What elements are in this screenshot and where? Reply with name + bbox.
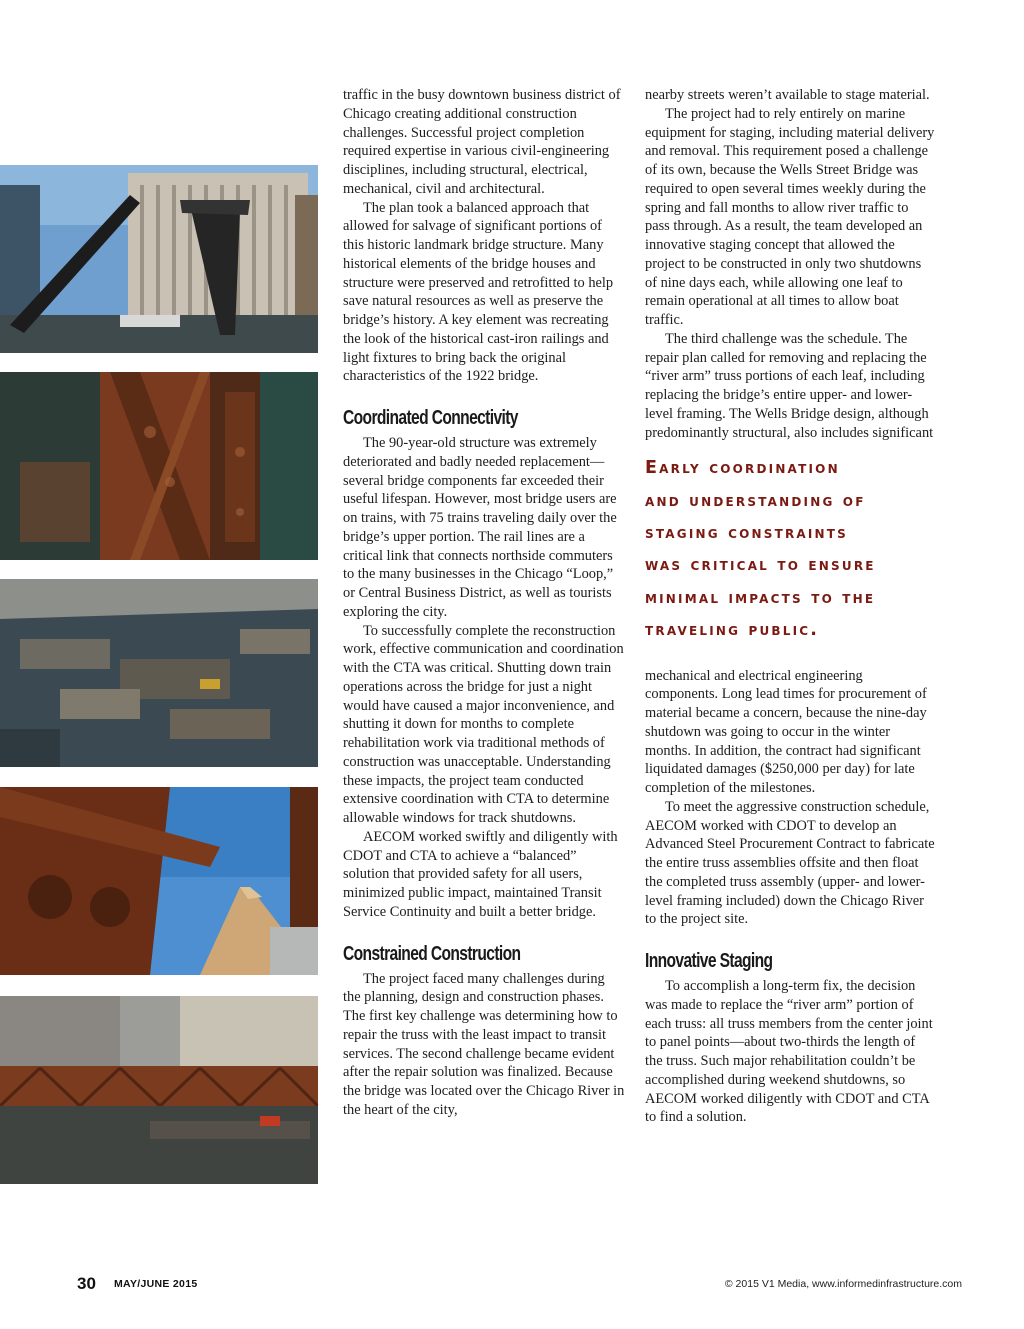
paragraph-marine: The project had to rely entirely on marine equipment for staging, including material delivery and removal. This requirement posed a challenge of its own, because the Wells Street Bridge was required to open several times weekly during the spring and fall months to allow river traffic to pass through. As a result, the team developed an innovative staging concept that allowed the project to be constructed in only two shutdowns of nine days each, while allowing one leaf to remain operational at all times to allow boat traffic. xyxy=(645,105,935,328)
pull-quote-line: was critical to ensure xyxy=(645,555,876,576)
pull-quote-line: and understanding of xyxy=(645,490,866,511)
article-column-2 xyxy=(645,86,935,1127)
paragraph-connectivity-3: AECOM worked swiftly and diligently with CDOT and CTA to achieve a “balanced” solution that provided safety for all users, minimized public impact, maintained Transit Service Continuity and built a better bridge. xyxy=(343,828,618,920)
photo-bridge-walkway xyxy=(0,787,318,975)
paragraph-plan: The plan took a balanced approach that allowed for salvage of significant portions of this historic landmark bridge structure. Many historical elements of the bridge houses and structure were preserved and retrofitted to help save natural resources as well as preserve the bridge’s history. A key element was recreating the look of the historical cast-iron railings and light fixtures to bring back the original characteristics of the 1922 bridge. xyxy=(343,199,614,385)
photo-river-barges-aerial xyxy=(0,579,318,767)
heading-innovative-staging: Innovative Staging xyxy=(645,950,773,973)
photo-rusted-truss-detail xyxy=(0,372,318,560)
paragraph-connectivity-1: The 90-year-old structure was extremely deteriorated and badly needed replacement—several bridge components far exceeded their useful lifespan. However, most bridge users are on trains, with 75 trains traveling daily over the bridge’s upper portion. The rail lines are a critical link that connects northside commuters to the many businesses in the Chicago “Loop,” or Central Business District, as well as tourists exploring the city. xyxy=(343,435,617,620)
paragraph-intro: traffic in the busy downtown business district of Chicago creating additional construction challenges. Successful project completion required expertise in various civil-engineering disciplines, including structural, electrical, mechanical, civil and architectural. xyxy=(343,87,621,197)
page-number: 30 xyxy=(77,1274,96,1293)
photo-elevated-train-bridge xyxy=(0,996,318,1184)
copyright-credit: © 2015 V1 Media, www.informedinfrastructure.com xyxy=(724,1278,962,1290)
paragraph-streets: nearby streets weren’t available to stage material. xyxy=(645,87,930,103)
heading-coordinated-connectivity: Coordinated Connectivity xyxy=(343,407,518,429)
paragraph-schedule: The third challenge was the schedule. The repair plan called for removing and replacing the “river arm” truss portions of each leaf, including replacing the bridge’s entire upper- and lower-level framing. The Wells Bridge design, although predominantly structural, also includes significant xyxy=(645,330,934,441)
pull-quote-line: minimal impacts to the xyxy=(645,587,876,608)
paragraph-staging: To accomplish a long-term fix, the decision was made to replace the “river arm” portion of each truss: all truss members from the center joint to panel points—about two-thirds the length of the truss. Such major rehabilitation couldn’t be accomplished during weekend shutdowns, so AECOM worked diligently with CDOT and CTA to find a solution. xyxy=(645,978,933,1126)
paragraph-mechanical: mechanical and electrical engineering components. Long lead times for procurement of material became a concern, because the nine-day shutdown was going to occur in the winter months. In addition, the contract had significant liquidated damages ($250,000 per day) for late completion of the milestones. xyxy=(645,667,927,797)
pull-quote xyxy=(645,452,935,646)
issue-date: MAY/JUNE 2015 xyxy=(114,1278,198,1290)
heading-constrained-construction: Constrained Construction xyxy=(343,942,521,965)
paragraph-constrained: The project faced many challenges during the planning, design and construction phases. The first key challenge was determining how to repair the truss with the least impact to transit services. The second challenge became evident after the repair solution was finalized. Because the bridge was located over the Chicago River in the heart of the city, xyxy=(343,970,625,1118)
paragraph-aggressive-schedule: To meet the aggressive construction schedule, AECOM worked with CDOT to develop an Advanced Steel Procurement Contract to fabricate the entire truss assemblies offsite and then float the completed truss assembly (upper- and lower-level framing included) down the Chicago River to the project site. xyxy=(645,798,935,928)
paragraph-connectivity-2: To successfully complete the reconstruction work, effective communication and coordination with the CTA was critical. Shutting down train operations across the bridge for just a night would have caused a major inconvenience, and shutting it down for months to complete rehabilitation work via traditional methods of construction was unacceptable. Understanding these impacts, the project team conducted extensive coordination with CTA to determine allowable windows for track shutdowns. xyxy=(343,622,624,826)
pull-quote-line: staging constraints xyxy=(645,523,849,544)
pull-quote-line: traveling public. xyxy=(645,620,820,641)
pull-quote-line: Early coordination xyxy=(645,458,840,479)
photo-raised-bridge-leaves xyxy=(0,165,318,353)
article-column-1 xyxy=(343,86,625,1120)
